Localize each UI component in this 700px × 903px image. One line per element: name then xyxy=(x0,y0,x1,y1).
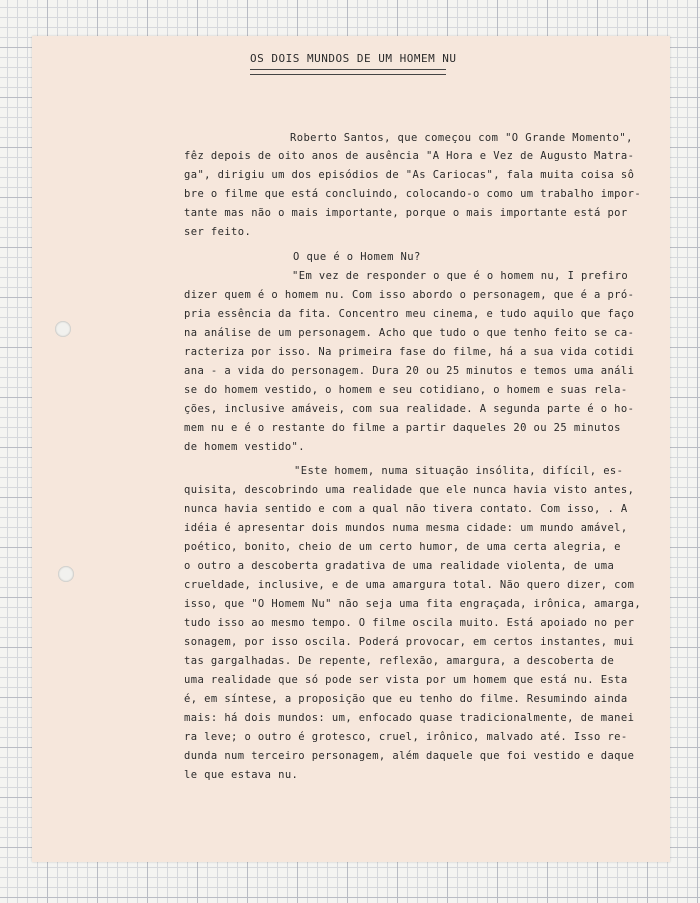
text-line: mais: há dois mundos: um, enfocado quase tradicionalmente, de manei xyxy=(184,712,635,724)
typed-page xyxy=(32,36,670,862)
text-line: ga", dirigiu um dos episódios de "As Cariocas", fala muita coisa sô xyxy=(184,169,635,181)
text-line: uma realidade que só pode ser vista por um homem que está nu. Esta xyxy=(184,674,628,686)
text-line: poético, bonito, cheio de um certo humor, de uma certa alegria, e xyxy=(184,541,621,553)
text-line: ra leve; o outro é grotesco, cruel, irônico, malvado até. Isso re- xyxy=(184,731,628,743)
text-line: Roberto Santos, que começou com "O Grande Momento", xyxy=(290,132,633,144)
text-line: "Em vez de responder o que é o homem nu, I prefiro xyxy=(292,270,629,282)
text-line: racteriza por isso. Na primeira fase do filme, há a sua vida cotidi xyxy=(184,346,635,358)
text-line: crueldade, inclusive, e de uma amargura total. Não quero dizer, com xyxy=(184,579,635,591)
text-line: O que é o Homem Nu? xyxy=(293,251,421,263)
document-title: OS DOIS MUNDOS DE UM HOMEM NU xyxy=(250,52,457,65)
text-line: dizer quem é o homem nu. Com isso abordo o personagem, que é a pró- xyxy=(184,289,635,301)
text-line: quisita, descobrindo uma realidade que ele nunca havia visto antes, xyxy=(184,484,635,496)
text-line: de homem vestido". xyxy=(184,441,305,453)
text-line: tante mas não o mais importante, porque o mais importante está por xyxy=(184,207,628,219)
text-line: na análise de um personagem. Acho que tudo o que tenho feito se ca- xyxy=(184,327,635,339)
text-line: ser feito. xyxy=(184,226,252,238)
text-line: ana - a vida do personagem. Dura 20 ou 25 minutos e temos uma análi xyxy=(184,365,635,377)
text-line: ções, inclusive amáveis, com sua realidade. A segunda parte é o ho- xyxy=(184,403,635,415)
text-line: nunca havia sentido e com a qual não tivera contato. Com isso, . A xyxy=(184,503,628,515)
text-line: sonagem, por isso oscila. Poderá provocar, em certos instantes, mui xyxy=(184,636,635,648)
text-line: tudo isso ao mesmo tempo. O filme oscila muito. Está apoiado no per xyxy=(184,617,635,629)
text-line: bre o filme que está concluindo, colocando-o como um trabalho impor- xyxy=(184,188,642,200)
text-line: tas gargalhadas. De repente, reflexão, amargura, a descoberta de xyxy=(184,655,615,667)
text-line: o outro a descoberta gradativa de uma realidade violenta, de uma xyxy=(184,560,615,572)
text-line: "Este homem, numa situação insólita, difícil, es- xyxy=(294,465,624,477)
punch-hole xyxy=(55,321,71,337)
text-line: se do homem vestido, o homem e seu cotidiano, o homem e suas rela- xyxy=(184,384,628,396)
text-line: dunda num terceiro personagem, além daquele que foi vestido e daque xyxy=(184,750,635,762)
text-line: fêz depois de oito anos de ausência "A Hora e Vez de Augusto Matra- xyxy=(184,150,635,162)
text-line: idéia é apresentar dois mundos numa mesma cidade: um mundo amável, xyxy=(184,522,628,534)
punch-hole xyxy=(58,566,74,582)
text-line: pria essência da fita. Concentro meu cinema, e tudo aquilo que faço xyxy=(184,308,635,320)
text-line: le que estava nu. xyxy=(184,769,299,781)
text-line: é, em síntese, a proposição que eu tenho do filme. Resumindo ainda xyxy=(184,693,628,705)
title-double-underline xyxy=(250,69,446,75)
text-line: mem nu e é o restante do filme a partir daqueles 20 ou 25 minutos xyxy=(184,422,621,434)
text-line: isso, que "O Homem Nu" não seja uma fita engraçada, irônica, amarga, xyxy=(184,598,642,610)
